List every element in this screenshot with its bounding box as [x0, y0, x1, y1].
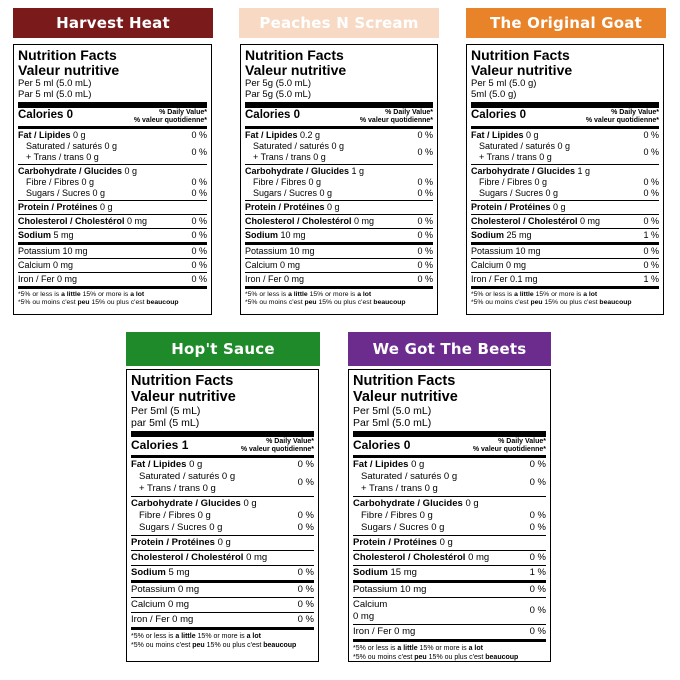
calories-row: [131, 437, 314, 458]
iron-row: Iron / Fer 0 mg 0 %: [245, 273, 433, 289]
calories: Calories 0: [471, 109, 526, 121]
footnote: *5% or less is a little 15% or more is a lot *5% ou moins c'est peu 15% ou plus c'est beaucoup: [131, 633, 297, 649]
calcium-row: Calcium 0 mg 0 %: [471, 259, 659, 273]
product-banner: Peaches N Scream: [239, 8, 439, 38]
carb-group: [471, 165, 659, 201]
cholesterol-row: Cholesterol / Cholestérol 0 mg 0 %: [245, 215, 433, 229]
fibre-row: Fibre / Fibres 0 g 0 %: [253, 177, 433, 187]
product-banner: Harvest Heat: [13, 8, 213, 38]
label-title-en: Nutrition Facts: [471, 47, 570, 63]
protein-row: Protein / Protéines 0 g: [245, 201, 433, 215]
product-banner: We Got The Beets: [348, 332, 551, 366]
sodium-row: Sodium 5 mg 0 %: [131, 566, 314, 583]
label-title-en: Nutrition Facts: [353, 373, 456, 389]
fibre-row: Fibre / Fibres 0 g 0 %: [361, 510, 546, 521]
calcium-row: Calcium 0 mg 0 %: [353, 598, 546, 625]
calcium-row: Calcium 0 mg 0 %: [18, 259, 207, 273]
footnote: *5% or less is a little 15% or more is a lot *5% ou moins c'est peu 15% ou plus c'est beaucoup: [245, 291, 406, 306]
footnote: *5% or less is a little 15% or more is a lot *5% ou moins c'est peu 15% ou plus c'est beaucoup: [18, 291, 179, 306]
label-title-fr: Valeur nutritive: [353, 389, 458, 405]
carb-row: Carbohydrate / Glucides 1 g: [471, 166, 591, 176]
fat-group: [245, 129, 433, 165]
sugars-row: Sugars / Sucres 0 g 0 %: [253, 188, 433, 198]
serving-size: Per 5ml (5 mL): [131, 405, 201, 417]
daily-value-header: % Daily Value* % valeur quotidienne*: [133, 109, 207, 124]
carb-row: Carbohydrate / Glucides 1 g: [245, 166, 365, 176]
fat-group: [353, 458, 546, 497]
calcium-row: Calcium 0 mg 0 %: [245, 259, 433, 273]
carb-row: Carbohydrate / Glucides 0 g: [131, 498, 257, 509]
serving-size-fr: Par 5ml (5.0 mL): [353, 417, 432, 429]
iron-row: Iron / Fer 0 mg 0 %: [131, 613, 314, 630]
sat-trans-row: Saturated / saturés 0 g + Trans / trans 0 g 0 %: [253, 141, 433, 162]
daily-value-header: % Daily Value* % valeur quotidienne*: [240, 438, 314, 453]
cholesterol-row: Cholesterol / Cholestérol 0 mg 0 %: [471, 215, 659, 229]
serving-size: Per 5 ml (5.0 mL): [18, 78, 92, 89]
carb-group: [131, 497, 314, 536]
cholesterol-row: Cholesterol / Cholestérol 0 mg 0 %: [353, 551, 546, 566]
nutrition-label: [13, 44, 212, 315]
daily-value-header: % Daily Value* % valeur quotidienne*: [359, 109, 433, 124]
carb-row: Carbohydrate / Glucides 0 g: [353, 498, 479, 509]
potassium-row: Potassium 10 mg 0 %: [353, 583, 546, 598]
label-title-en: Nutrition Facts: [245, 47, 344, 63]
fat-row: Fat / Lipides 0 g 0 %: [131, 459, 314, 470]
calcium-amount: 0 mg: [353, 611, 375, 622]
carb-group: [353, 497, 546, 536]
serving-size-fr: 5ml (5.0 g): [471, 89, 517, 100]
sugars-row: Sugars / Sucres 0 g 0 %: [361, 522, 546, 533]
serving-size-fr: par 5ml (5 mL): [131, 417, 200, 429]
daily-value-header: % Daily Value* % valeur quotidienne*: [472, 438, 546, 453]
nutrition-label: [348, 369, 551, 662]
carb-row: Carbohydrate / Glucides 0 g: [18, 166, 138, 176]
protein-row: Protein / Protéines 0 g: [471, 201, 659, 215]
protein-row: Protein / Protéines 0 g: [131, 536, 314, 551]
serving-size-fr: Par 5 ml (5.0 mL): [18, 89, 92, 100]
nutrition-label: [240, 44, 438, 315]
carb-group: [18, 165, 207, 201]
sodium-row: Sodium 25 mg 1 %: [471, 229, 659, 245]
potassium-row: Potassium 0 mg 0 %: [131, 583, 314, 598]
panel-peaches-n-scream: [239, 8, 439, 38]
label-title-en: Nutrition Facts: [131, 373, 234, 389]
calories-row: [471, 108, 659, 129]
footnote: *5% or less is a little 15% or more is a lot *5% ou moins c'est peu 15% ou plus c'est beaucoup: [353, 645, 519, 661]
fibre-row: Fibre / Fibres 0 g 0 %: [139, 510, 314, 521]
potassium-row: Potassium 10 mg 0 %: [245, 245, 433, 259]
label-title-fr: Valeur nutritive: [18, 62, 120, 78]
label-title-fr: Valeur nutritive: [471, 62, 573, 78]
calcium-row: Calcium 0 mg 0 %: [131, 598, 314, 613]
label-title-fr: Valeur nutritive: [245, 62, 347, 78]
protein-row: Protein / Protéines 0 g: [18, 201, 207, 215]
label-title-fr: Valeur nutritive: [131, 389, 236, 405]
iron-row: Iron / Fer 0 mg 0 %: [18, 273, 207, 289]
fat-group: [471, 129, 659, 165]
cholesterol-row: Cholesterol / Cholestérol 0 mg 0 %: [18, 215, 207, 229]
calories-row: [245, 108, 433, 129]
sat-trans-row: Saturated / saturés 0 g + Trans / trans 0 g 0 %: [26, 141, 207, 162]
footnote: *5% or less is a little 15% or more is a lot *5% ou moins c'est peu 15% ou plus c'est beaucoup: [471, 291, 632, 306]
fibre-row: Fibre / Fibres 0 g 0 %: [26, 177, 207, 187]
panel-original-goat: [466, 8, 666, 38]
fat-row: Fat / Lipides 0.2 g 0 %: [245, 130, 433, 140]
serving-size: Per 5 ml (5.0 g): [471, 78, 537, 89]
sodium-row: Sodium 5 mg 0 %: [18, 229, 207, 245]
cholesterol-row: Cholesterol / Cholestérol 0 mg: [131, 551, 314, 566]
sat-trans-row: Saturated / saturés 0 g + Trans / trans 0 g 0 %: [361, 471, 546, 494]
sat-trans-row: Saturated / saturés 0 g + Trans / trans 0 g 0 %: [139, 471, 314, 494]
sugars-row: Sugars / Sucres 0 g 0 %: [26, 188, 207, 198]
calories: Calories 0: [245, 109, 300, 121]
potassium-row: Potassium 10 mg 0 %: [471, 245, 659, 259]
serving-size-fr: Par 5g (5.0 mL): [245, 89, 311, 100]
fat-group: [131, 458, 314, 497]
iron-row: Iron / Fer 0.1 mg 1 %: [471, 273, 659, 289]
sodium-row: Sodium 10 mg 0 %: [245, 229, 433, 245]
panel-hopt-sauce: [126, 332, 320, 366]
sugars-row: Sugars / Sucres 0 g 0 %: [479, 188, 659, 198]
fat-group: [18, 129, 207, 165]
sugars-row: Sugars / Sucres 0 g 0 %: [139, 522, 314, 533]
protein-row: Protein / Protéines 0 g: [353, 536, 546, 551]
carb-group: [245, 165, 433, 201]
serving-size: Per 5ml (5.0 mL): [353, 405, 432, 417]
calories: Calories 0: [18, 109, 73, 121]
calories: Calories 0: [353, 438, 411, 452]
fat-row: Fat / Lipides 0 g 0 %: [471, 130, 659, 140]
label-title-en: Nutrition Facts: [18, 47, 117, 63]
serving-size: Per 5g (5.0 mL): [245, 78, 311, 89]
nutrition-label: [126, 369, 319, 662]
calories: Calories 1: [131, 438, 189, 452]
fat-row: Fat / Lipides 0 g 0 %: [353, 459, 546, 470]
iron-row: Iron / Fer 0 mg 0 %: [353, 625, 546, 642]
sodium-row: Sodium 15 mg 1 %: [353, 566, 546, 583]
product-banner: Hop't Sauce: [126, 332, 320, 366]
calories-row: [353, 437, 546, 458]
panel-we-got-the-beets: [348, 332, 551, 366]
product-banner: The Original Goat: [466, 8, 666, 38]
nutrition-label: [466, 44, 664, 315]
sat-trans-row: Saturated / saturés 0 g + Trans / trans 0 g 0 %: [479, 141, 659, 162]
daily-value-header: % Daily Value* % valeur quotidienne*: [585, 109, 659, 124]
panel-harvest-heat: [13, 8, 213, 38]
potassium-row: Potassium 10 mg 0 %: [18, 245, 207, 259]
fibre-row: Fibre / Fibres 0 g 0 %: [479, 177, 659, 187]
calories-row: [18, 108, 207, 129]
fat-row: Fat / Lipides 0 g 0 %: [18, 130, 207, 140]
